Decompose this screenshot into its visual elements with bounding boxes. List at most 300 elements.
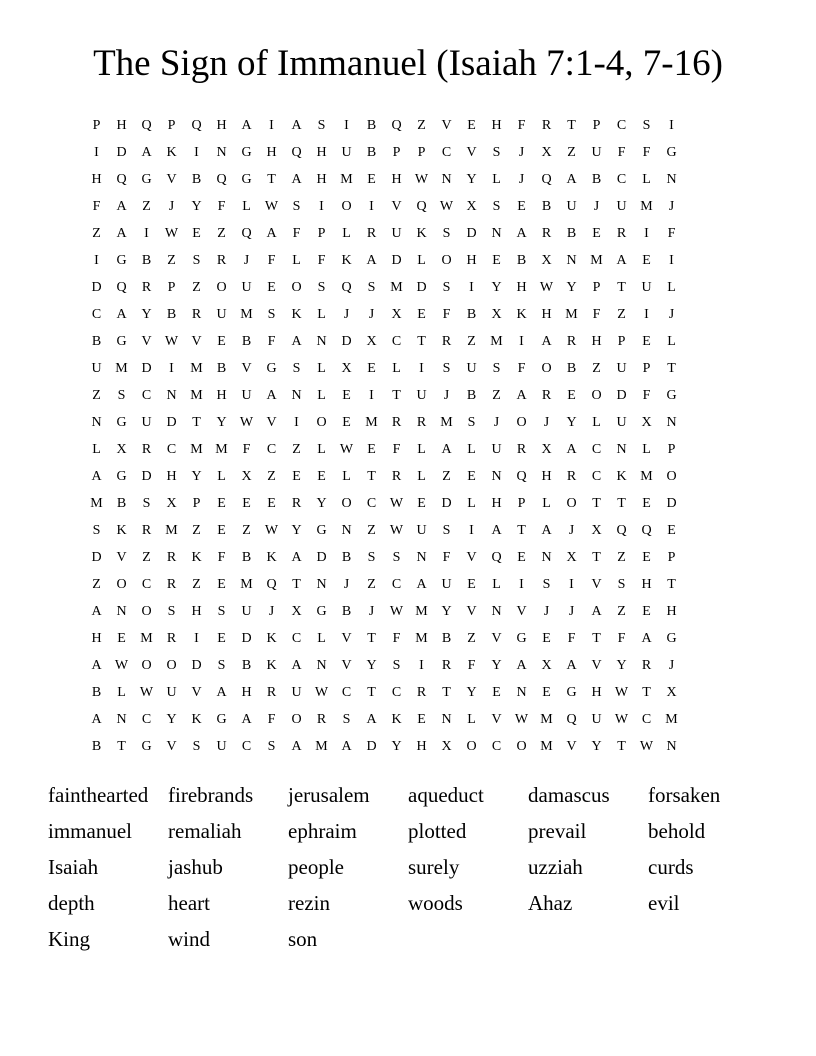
grid-letter: A: [216, 685, 227, 700]
grid-letter: N: [116, 712, 127, 727]
grid-letter: T: [592, 631, 601, 646]
grid-letter: E: [467, 469, 476, 484]
grid-letter: I: [169, 361, 174, 376]
grid-letter: D: [441, 496, 452, 511]
grid-letter: Z: [617, 604, 626, 619]
grid-letter: V: [591, 577, 602, 592]
grid-letter: D: [316, 550, 327, 565]
grid-letter: U: [291, 685, 302, 700]
grid-letter: E: [642, 334, 651, 349]
grid-letter: C: [616, 118, 627, 133]
grid-letter: G: [116, 253, 127, 268]
grid-letter: V: [191, 685, 202, 700]
grid-letter: H: [591, 685, 602, 700]
word-bank-item: people: [288, 855, 344, 879]
word-bank-item: Ahaz: [528, 891, 573, 915]
grid-letter: U: [91, 361, 102, 376]
grid-letter: T: [592, 550, 601, 565]
grid-letter: B: [91, 334, 102, 349]
grid-letter: H: [116, 118, 127, 133]
word-bank-item: surely: [408, 855, 460, 879]
grid-letter: D: [366, 739, 377, 754]
grid-letter: G: [116, 415, 127, 430]
grid-letter: B: [366, 145, 377, 160]
grid-letter: A: [291, 739, 302, 754]
grid-letter: Z: [592, 361, 601, 376]
grid-letter: G: [266, 361, 277, 376]
grid-letter: Z: [92, 388, 101, 403]
grid-letter: W: [389, 523, 404, 538]
grid-letter: Q: [141, 118, 152, 133]
grid-letter: A: [266, 226, 277, 241]
grid-letter: W: [314, 685, 329, 700]
word-bank-item: firebrands: [168, 783, 254, 807]
grid-letter: L: [117, 685, 126, 700]
grid-letter: I: [419, 658, 424, 673]
grid-letter: L: [492, 577, 501, 592]
grid-letter: S: [492, 361, 501, 376]
grid-letter: U: [616, 199, 627, 214]
grid-letter: K: [341, 253, 352, 268]
grid-letter: X: [541, 145, 552, 160]
grid-letter: B: [591, 172, 602, 187]
grid-letter: A: [291, 658, 302, 673]
grid-letter: E: [542, 631, 551, 646]
grid-letter: T: [117, 739, 126, 754]
grid-letter: D: [666, 496, 677, 511]
grid-letter: P: [92, 118, 101, 133]
grid-letter: V: [591, 658, 602, 673]
word-bank-item: heart: [168, 891, 210, 915]
grid-letter: B: [566, 226, 577, 241]
grid-letter: C: [591, 469, 602, 484]
grid-letter: E: [517, 550, 526, 565]
grid-letter: L: [292, 253, 301, 268]
grid-letter: E: [642, 550, 651, 565]
grid-letter: R: [391, 469, 402, 484]
grid-letter: J: [518, 145, 525, 160]
grid-letter: W: [164, 226, 179, 241]
grid-letter: B: [466, 388, 477, 403]
grid-letter: Z: [192, 523, 201, 538]
grid-letter: T: [367, 469, 376, 484]
word-bank-item: depth: [48, 891, 95, 915]
grid-letter: M: [190, 361, 203, 376]
grid-letter: R: [416, 685, 427, 700]
grid-letter: L: [492, 172, 501, 187]
grid-letter: R: [366, 226, 377, 241]
grid-letter: B: [341, 550, 352, 565]
grid-letter: E: [342, 388, 351, 403]
grid-letter: E: [417, 712, 426, 727]
grid-letter: T: [367, 631, 376, 646]
grid-letter: R: [416, 415, 427, 430]
grid-letter: E: [267, 496, 276, 511]
grid-letter: X: [491, 307, 502, 322]
grid-letter: A: [516, 226, 527, 241]
grid-letter: E: [642, 496, 651, 511]
word-bank-item: plotted: [408, 819, 467, 843]
grid-letter: V: [141, 334, 152, 349]
grid-letter: I: [94, 253, 99, 268]
grid-letter: D: [616, 388, 627, 403]
grid-letter: S: [92, 523, 101, 538]
grid-letter: X: [541, 253, 552, 268]
grid-letter: S: [442, 361, 451, 376]
grid-letter: M: [640, 199, 653, 214]
grid-letter: P: [667, 550, 676, 565]
grid-letter: A: [341, 739, 352, 754]
grid-letter: A: [116, 307, 127, 322]
grid-letter: N: [166, 388, 177, 403]
grid-letter: Z: [217, 226, 226, 241]
grid-letter: D: [116, 145, 127, 160]
grid-letter: S: [542, 577, 551, 592]
grid-letter: W: [339, 442, 354, 457]
grid-letter: H: [191, 604, 202, 619]
grid-letter: Q: [216, 172, 227, 187]
grid-letter: R: [541, 388, 552, 403]
grid-letter: I: [469, 523, 474, 538]
grid-letter: I: [644, 307, 649, 322]
grid-letter: M: [665, 712, 678, 727]
grid-letter: A: [241, 712, 252, 727]
grid-letter: U: [216, 739, 227, 754]
grid-letter: S: [142, 496, 151, 511]
grid-letter: L: [417, 469, 426, 484]
grid-letter: T: [417, 334, 426, 349]
grid-letter: I: [319, 199, 324, 214]
grid-letter: E: [267, 280, 276, 295]
grid-letter: R: [616, 226, 627, 241]
grid-letter: E: [467, 577, 476, 592]
grid-letter: F: [267, 712, 276, 727]
grid-letter: M: [315, 739, 328, 754]
letter-grid: [84, 112, 684, 760]
grid-letter: W: [164, 334, 179, 349]
grid-letter: U: [241, 280, 252, 295]
grid-letter: Z: [367, 577, 376, 592]
grid-letter: V: [391, 199, 402, 214]
grid-letter: X: [666, 685, 677, 700]
grid-letter: R: [166, 577, 177, 592]
grid-letter: L: [317, 307, 326, 322]
grid-letter: F: [442, 307, 451, 322]
grid-letter: C: [166, 442, 177, 457]
grid-letter: I: [144, 226, 149, 241]
grid-letter: H: [416, 739, 427, 754]
grid-letter: E: [492, 685, 501, 700]
grid-letter: L: [92, 442, 101, 457]
grid-letter: O: [141, 604, 152, 619]
grid-letter: J: [568, 523, 575, 538]
grid-letter: H: [391, 172, 402, 187]
grid-letter: H: [666, 604, 677, 619]
grid-letter: C: [641, 712, 652, 727]
grid-letter: F: [317, 253, 326, 268]
grid-letter: V: [166, 172, 177, 187]
grid-letter: F: [267, 253, 276, 268]
grid-letter: U: [591, 145, 602, 160]
grid-letter: S: [217, 604, 226, 619]
grid-letter: W: [264, 523, 279, 538]
grid-letter: M: [340, 172, 353, 187]
grid-letter: U: [416, 523, 427, 538]
grid-letter: U: [241, 604, 252, 619]
grid-letter: C: [141, 577, 152, 592]
grid-letter: E: [192, 226, 201, 241]
grid-letter: C: [141, 388, 152, 403]
grid-letter: R: [441, 658, 452, 673]
grid-letter: V: [466, 604, 477, 619]
grid-letter: K: [166, 145, 177, 160]
grid-letter: Z: [567, 145, 576, 160]
grid-letter: B: [116, 496, 127, 511]
grid-letter: V: [466, 145, 477, 160]
grid-letter: W: [114, 658, 129, 673]
grid-letter: G: [316, 604, 327, 619]
grid-letter: I: [419, 361, 424, 376]
grid-letter: F: [217, 199, 226, 214]
grid-letter: W: [389, 496, 404, 511]
grid-letter: A: [91, 712, 102, 727]
grid-letter: N: [316, 577, 327, 592]
grid-letter: P: [392, 145, 401, 160]
grid-letter: K: [416, 226, 427, 241]
word-bank: [48, 777, 768, 957]
grid-letter: A: [566, 442, 577, 457]
grid-letter: S: [392, 550, 401, 565]
grid-letter: J: [493, 415, 500, 430]
word-bank-item: behold: [648, 819, 706, 843]
grid-letter: R: [166, 550, 177, 565]
grid-letter: W: [139, 685, 154, 700]
word-bank-item: remaliah: [168, 819, 242, 843]
grid-letter: A: [441, 442, 452, 457]
grid-letter: G: [516, 631, 527, 646]
grid-letter: F: [642, 145, 651, 160]
grid-letter: I: [194, 145, 199, 160]
grid-letter: N: [666, 415, 677, 430]
grid-letter: H: [216, 388, 227, 403]
grid-letter: B: [566, 361, 577, 376]
grid-letter: Q: [416, 199, 427, 214]
grid-letter: O: [466, 739, 477, 754]
grid-letter: S: [367, 550, 376, 565]
grid-letter: T: [617, 496, 626, 511]
grid-letter: N: [216, 145, 227, 160]
grid-letter: Z: [142, 550, 151, 565]
word-bank-item: King: [48, 927, 90, 951]
grid-letter: S: [117, 388, 126, 403]
grid-letter: K: [266, 658, 277, 673]
grid-letter: C: [391, 334, 402, 349]
grid-letter: E: [592, 226, 601, 241]
grid-letter: E: [367, 442, 376, 457]
grid-letter: T: [592, 496, 601, 511]
grid-letter: D: [166, 415, 177, 430]
grid-letter: Z: [267, 469, 276, 484]
grid-letter: X: [291, 604, 302, 619]
grid-letter: E: [217, 496, 226, 511]
word-bank-item: immanuel: [48, 819, 132, 843]
grid-letter: L: [467, 712, 476, 727]
grid-letter: E: [342, 415, 351, 430]
grid-letter: U: [616, 361, 627, 376]
grid-letter: I: [469, 280, 474, 295]
grid-letter: W: [264, 199, 279, 214]
grid-letter: O: [291, 280, 302, 295]
grid-letter: M: [565, 307, 578, 322]
grid-letter: Q: [116, 280, 127, 295]
grid-letter: A: [616, 253, 627, 268]
grid-letter: T: [267, 172, 276, 187]
word-bank-item: rezin: [288, 891, 330, 915]
grid-letter: L: [317, 631, 326, 646]
grid-letter: E: [367, 172, 376, 187]
grid-letter: J: [368, 604, 375, 619]
word-bank-item: prevail: [528, 819, 587, 843]
grid-letter: C: [391, 577, 402, 592]
grid-letter: H: [91, 631, 102, 646]
grid-letter: P: [667, 442, 676, 457]
grid-letter: L: [317, 442, 326, 457]
grid-letter: D: [391, 253, 402, 268]
grid-letter: D: [191, 658, 202, 673]
grid-letter: H: [591, 334, 602, 349]
grid-letter: J: [343, 577, 350, 592]
grid-letter: U: [416, 388, 427, 403]
grid-letter: I: [344, 118, 349, 133]
grid-letter: G: [241, 172, 252, 187]
grid-letter: R: [566, 469, 577, 484]
grid-letter: L: [592, 415, 601, 430]
grid-letter: Y: [466, 685, 477, 700]
grid-letter: V: [491, 631, 502, 646]
grid-letter: R: [391, 415, 402, 430]
grid-letter: R: [191, 307, 202, 322]
grid-letter: E: [417, 307, 426, 322]
grid-letter: S: [317, 118, 326, 133]
grid-letter: H: [166, 469, 177, 484]
grid-letter: V: [266, 415, 277, 430]
grid-letter: L: [417, 442, 426, 457]
grid-letter: M: [440, 415, 453, 430]
grid-letter: B: [91, 739, 102, 754]
grid-letter: G: [141, 739, 152, 754]
grid-letter: E: [567, 388, 576, 403]
grid-letter: B: [141, 253, 152, 268]
grid-letter: Y: [141, 307, 152, 322]
grid-letter: A: [291, 550, 302, 565]
grid-letter: X: [341, 361, 352, 376]
grid-letter: Y: [391, 739, 402, 754]
grid-letter: X: [591, 523, 602, 538]
grid-letter: S: [292, 361, 301, 376]
grid-letter: S: [292, 199, 301, 214]
grid-letter: O: [316, 415, 327, 430]
word-bank-item: uzziah: [528, 855, 583, 879]
grid-letter: U: [466, 361, 477, 376]
grid-letter: M: [540, 712, 553, 727]
grid-letter: Z: [242, 523, 251, 538]
word-bank-item: ephraim: [288, 819, 357, 843]
grid-letter: R: [541, 118, 552, 133]
grid-letter: M: [140, 631, 153, 646]
grid-letter: E: [292, 469, 301, 484]
grid-letter: T: [567, 118, 576, 133]
grid-letter: X: [641, 415, 652, 430]
grid-letter: R: [516, 442, 527, 457]
grid-letter: Z: [417, 118, 426, 133]
grid-letter: J: [243, 253, 250, 268]
grid-letter: I: [644, 226, 649, 241]
grid-letter: M: [415, 604, 428, 619]
grid-letter: E: [242, 496, 251, 511]
grid-letter: B: [241, 550, 252, 565]
grid-letter: O: [166, 658, 177, 673]
grid-letter: L: [242, 199, 251, 214]
grid-letter: O: [291, 712, 302, 727]
grid-letter: W: [439, 199, 454, 214]
grid-letter: F: [292, 226, 301, 241]
grid-letter: F: [392, 442, 401, 457]
grid-letter: C: [91, 307, 102, 322]
grid-letter: Y: [166, 712, 177, 727]
grid-letter: U: [491, 442, 502, 457]
grid-letter: R: [541, 226, 552, 241]
grid-letter: A: [91, 658, 102, 673]
grid-letter: O: [341, 199, 352, 214]
grid-letter: R: [316, 712, 327, 727]
grid-letter: H: [241, 685, 252, 700]
grid-letter: E: [542, 685, 551, 700]
grid-letter: Q: [566, 712, 577, 727]
grid-letter: Z: [92, 577, 101, 592]
grid-letter: K: [291, 307, 302, 322]
grid-letter: X: [366, 334, 377, 349]
grid-letter: F: [592, 307, 601, 322]
grid-letter: C: [341, 685, 352, 700]
grid-letter: P: [592, 280, 601, 295]
grid-letter: S: [492, 199, 501, 214]
grid-letter: S: [217, 658, 226, 673]
grid-letter: O: [566, 496, 577, 511]
grid-letter: A: [566, 172, 577, 187]
grid-letter: N: [91, 415, 102, 430]
grid-letter: R: [141, 523, 152, 538]
grid-letter: S: [392, 658, 401, 673]
grid-letter: V: [116, 550, 127, 565]
grid-letter: Z: [492, 388, 501, 403]
grid-letter: T: [392, 388, 401, 403]
grid-letter: E: [117, 631, 126, 646]
grid-letter: S: [267, 307, 276, 322]
grid-letter: M: [215, 442, 228, 457]
grid-letter: A: [366, 712, 377, 727]
grid-letter: Z: [442, 469, 451, 484]
grid-letter: H: [316, 172, 327, 187]
grid-letter: B: [516, 253, 527, 268]
grid-letter: H: [91, 172, 102, 187]
grid-letter: R: [566, 334, 577, 349]
grid-letter: A: [491, 523, 502, 538]
grid-letter: C: [366, 496, 377, 511]
grid-letter: Q: [491, 550, 502, 565]
grid-letter: F: [442, 550, 451, 565]
grid-letter: M: [490, 334, 503, 349]
grid-letter: O: [516, 415, 527, 430]
